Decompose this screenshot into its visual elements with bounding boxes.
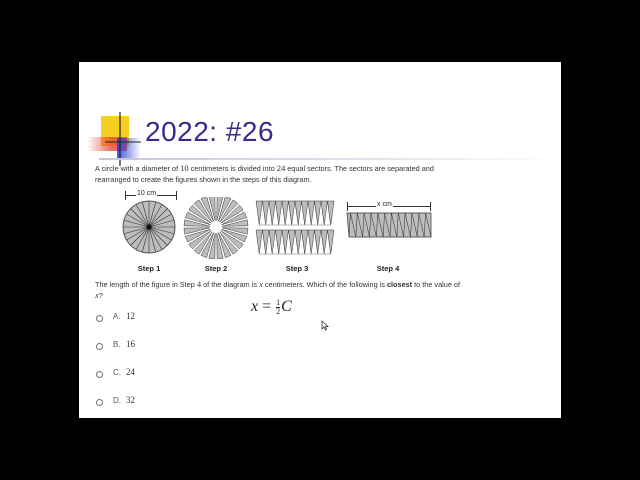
mouse-pointer-icon xyxy=(321,320,329,331)
radio-button[interactable] xyxy=(96,399,103,406)
step4-label: Step 4 xyxy=(376,264,400,273)
step3-label: Step 3 xyxy=(285,264,309,273)
step2-separated-circle-figure xyxy=(184,197,248,259)
step1-label: Step 1 xyxy=(137,264,161,273)
step1-dimension-label: 10 cm xyxy=(125,190,177,200)
slide: 2022: #26 A circle with a diameter of 10 centimeters is divided into 24 equal sectors. The sectors are separated and rearranged to create the figures shown in the steps of this diagram. 10 cm x cm Step 1 Step 2 Step 3 Step 4 The length of the figure in Step 4 of the diagram is x centimeters. Which of the following is closest to the value of x? A. 12 B. 16 C. 24 D. 32 x = $\frac{1}{2}$ C xyxy=(79,62,561,418)
radio-button[interactable] xyxy=(96,371,103,378)
step3-zigzag-figure xyxy=(256,201,334,254)
title-divider xyxy=(99,158,559,160)
question-text: The length of the figure in Step 4 of the diagram is x centimeters. Which of the following is closest to the value of x? xyxy=(95,279,460,300)
handwritten-formula: x = $\frac{1}{2}$ C xyxy=(251,297,292,316)
radio-button[interactable] xyxy=(96,343,103,350)
step4-parallelogram-figure xyxy=(347,213,431,237)
step1-circle-figure xyxy=(123,201,175,253)
slide-title: 2022: #26 xyxy=(145,116,275,147)
sector-diagram xyxy=(119,197,439,259)
step4-dimension-label: x cm xyxy=(347,201,431,211)
radio-button[interactable] xyxy=(96,315,103,322)
step2-label: Step 2 xyxy=(204,264,228,273)
problem-intro-text: A circle with a diameter of 10 centimeters is divided into 24 equal sectors. The sectors are separated and rearranged to create the figures shown in the steps of this diagram. xyxy=(95,163,434,184)
